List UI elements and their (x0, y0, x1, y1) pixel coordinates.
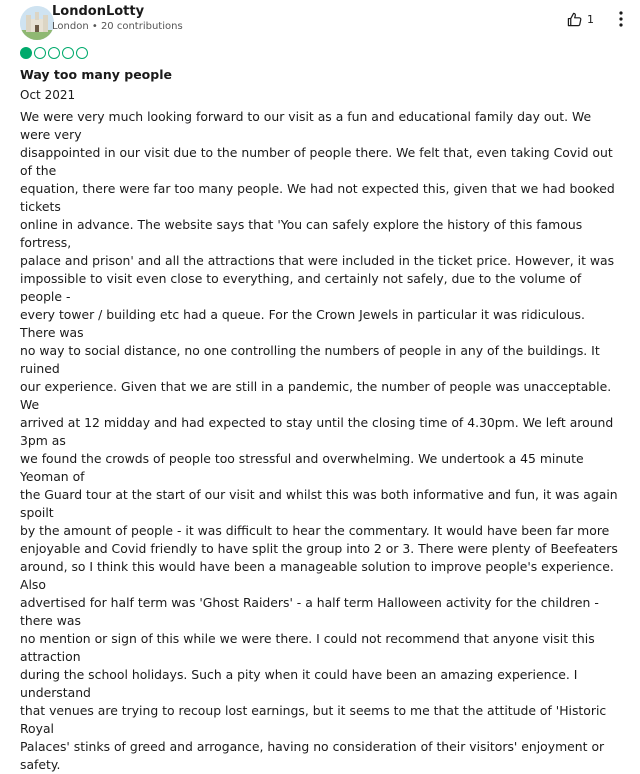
thumbs-up-icon (567, 12, 582, 27)
more-options-button[interactable] (618, 10, 624, 32)
review-header (20, 4, 624, 40)
rating-bubble (20, 47, 32, 59)
more-vertical-icon (618, 10, 624, 28)
review-body: We were very much looking forward to our visit as a fun and educational family day out. We were very disappointed in our visit due to the number of people there. We felt that, even taking Covid out of the equation, there were far too many people. We had not expected this, given that we had booked tickets online in advance. The website says that 'You can safely explore the history of this famous fortress, palace and prison' and all the attractions that were included in the ticket price. However, it was impossible to visit even close to everything, and certainly not safely, due to the volume of people - every tower / building etc had a queue. For the Crown Jewels in particular it was ridiculous. There was no way to social distance, no one controlling the numbers of people in any of the buildings. It ruined our experience. Given that we are still in a pandemic, the number of people was unacceptable. We arrived at 12 midday and had expected to stay until the closing time of 4.30pm. We left around 3pm as we found the crowds of people too stressful and overwhelming. We undertook a 45 minute Yeoman of the Guard tour at the start of our visit and whilst this was both informative and fun, it was again spoilt by the amount of people - it was difficult to hear the commentary. It would have been far more enjoyable and Covid friendly to have split the group into 2 or 3. There were plenty of Beefeaters around, so I think this would have been a manageable solution to improve people's experience. Also advertised for half term was 'Ghost Raiders' - a half term Halloween activity for the children - there was no mention or sign of this while we were there. I could not recommend that anyone visit this attraction during the school holidays. Such a pity when it could have been an amazing experience. I understand that venues are trying to recoup lost earnings, but it seems to me that the attitude of 'Historic Royal Palaces' stinks of greed and arrogance, having no consideration of their visitors' enjoyment or safety. (20, 109, 618, 772)
bubble-rating (20, 47, 88, 59)
avatar-castle-icon (20, 6, 54, 40)
reviewer-meta (52, 21, 183, 32)
meta-separator: • (91, 21, 98, 32)
rating-bubble (62, 47, 74, 59)
reviewer-name[interactable]: LondonLotty (52, 4, 145, 19)
reviewer-location: London (52, 21, 89, 32)
rating-bubble (48, 47, 60, 59)
avatar[interactable] (20, 6, 54, 40)
review-date: Oct 2021 (20, 88, 76, 102)
rating-bubble (34, 47, 46, 59)
helpful-vote-button[interactable] (567, 12, 594, 27)
helpful-count: 1 (587, 13, 594, 26)
rating-bubble (76, 47, 88, 59)
reviewer-contributions: 20 contributions (100, 21, 183, 32)
review-title: Way too many people (20, 67, 172, 82)
